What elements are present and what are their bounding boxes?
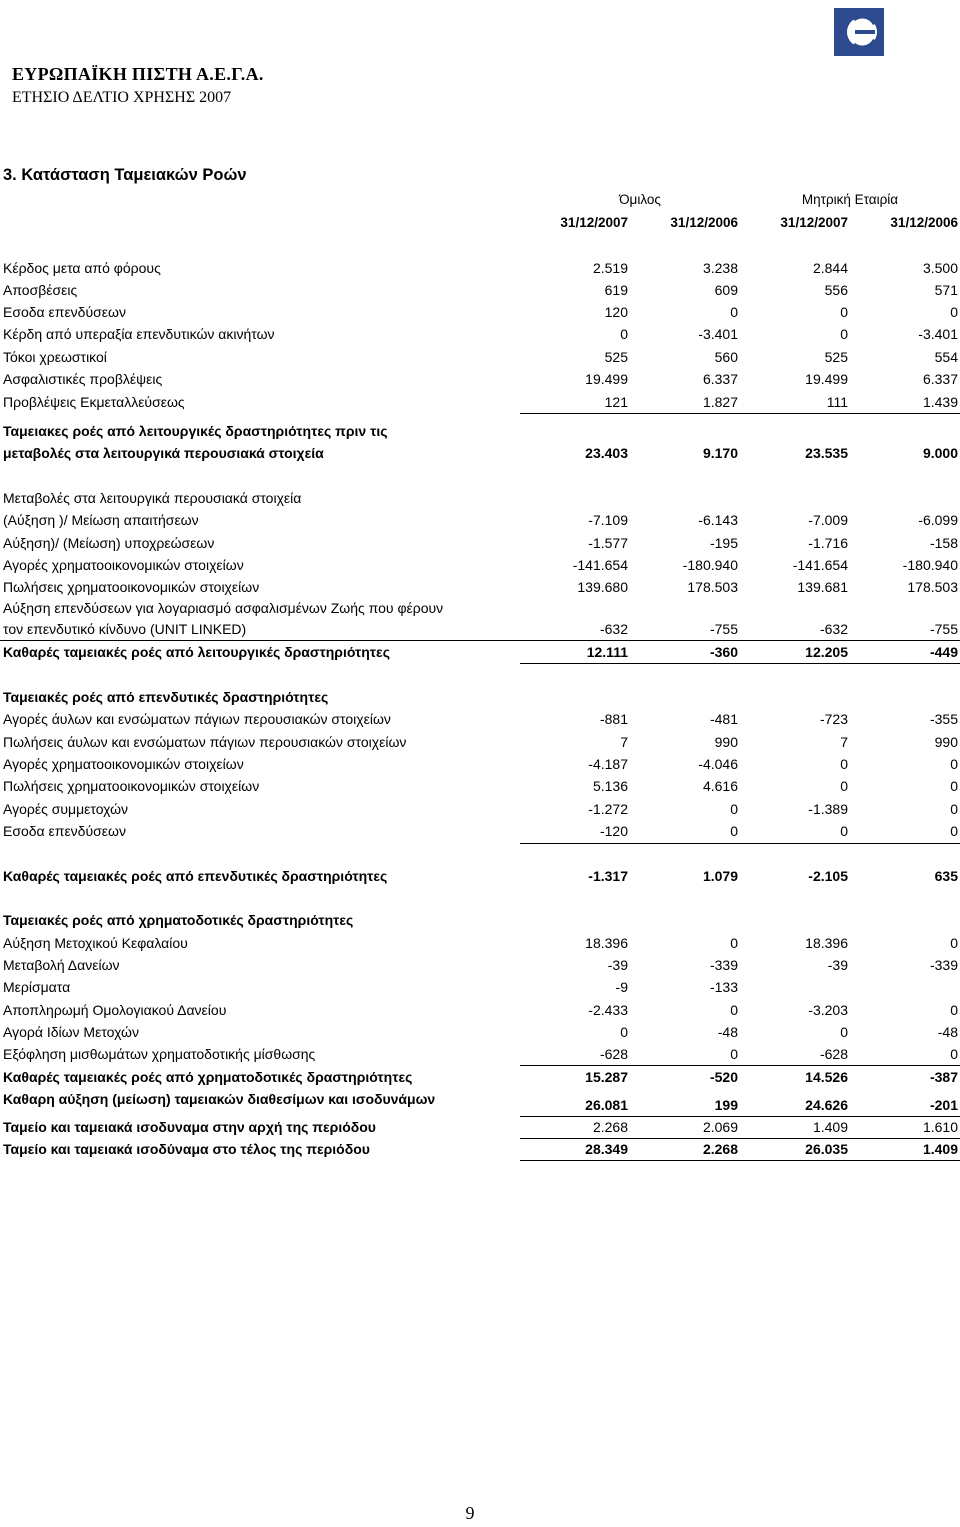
cell-value: 12.205 bbox=[805, 644, 848, 660]
cell-value: 18.396 bbox=[585, 935, 628, 951]
cell-value: 0 bbox=[950, 1046, 958, 1062]
cell-value: -6.143 bbox=[698, 512, 738, 528]
cell-value: -195 bbox=[709, 535, 738, 551]
table-row bbox=[0, 709, 960, 731]
row-label: Πωλήσεις χρηματοοικονομικών στοιχείων bbox=[3, 778, 260, 794]
cell-value: 24.626 bbox=[805, 1097, 848, 1113]
cell-value: 2.268 bbox=[592, 1119, 628, 1135]
cell-value: -1.577 bbox=[588, 535, 628, 551]
cell-value: 0 bbox=[950, 304, 958, 320]
table-row bbox=[0, 392, 960, 414]
cell-value: -628 bbox=[599, 1046, 628, 1062]
cell-value: 139.681 bbox=[797, 579, 848, 595]
cell-value: 0 bbox=[840, 326, 848, 342]
cell-value: 609 bbox=[714, 282, 738, 298]
cell-value: 0 bbox=[840, 1024, 848, 1040]
row-label: Κέρδος μετα από φόρους bbox=[3, 260, 161, 276]
table-row bbox=[0, 799, 960, 821]
cell-value: 0 bbox=[730, 823, 738, 839]
cell-value: 6.337 bbox=[702, 371, 738, 387]
row-label: Καθαρές ταμειακές ροές από χρηματοδοτικές δραστηριότητες bbox=[3, 1069, 413, 1085]
cell-value: -755 bbox=[709, 621, 738, 637]
cell-value: 0 bbox=[840, 756, 848, 772]
row-label: Αύξηση επενδύσεων για λογαριασμό ασφαλισμένων Ζωής που φέρουν bbox=[3, 600, 444, 616]
table-row bbox=[0, 619, 960, 641]
cell-value: 0 bbox=[950, 823, 958, 839]
cell-value: -360 bbox=[709, 644, 738, 660]
table-row bbox=[0, 280, 960, 302]
cell-value: 0 bbox=[840, 778, 848, 794]
section-heading bbox=[0, 910, 960, 932]
cell-value: 139.680 bbox=[577, 579, 628, 595]
cell-value: 0 bbox=[730, 935, 738, 951]
row-label: Πωλήσεις χρηματοοικονομικών στοιχείων bbox=[3, 579, 260, 595]
table-row bbox=[0, 754, 960, 776]
cell-value: -48 bbox=[717, 1024, 738, 1040]
cell-value: 121 bbox=[604, 394, 628, 410]
cell-value: 2.268 bbox=[702, 1141, 738, 1157]
subtotal-rule bbox=[0, 640, 960, 641]
cell-value: -141.654 bbox=[792, 557, 848, 573]
row-label: τον επενδυτικό κίνδυνο (UNIT LINKED) bbox=[3, 621, 247, 637]
cell-value: -355 bbox=[929, 711, 958, 727]
cell-value: 2.844 bbox=[812, 260, 848, 276]
cell-value: -1.317 bbox=[588, 868, 628, 884]
section-title: 3. Κατάσταση Ταμειακών Ροών bbox=[3, 166, 247, 184]
cell-value: 7 bbox=[620, 734, 628, 750]
cell-value: -2.105 bbox=[808, 868, 848, 884]
cell-value: 0 bbox=[840, 304, 848, 320]
row-label: Αύξηση)/ (Μείωση) υποχρεώσεων bbox=[3, 535, 215, 551]
cell-value: -339 bbox=[929, 957, 958, 973]
cell-value: 0 bbox=[950, 1002, 958, 1018]
cell-value: 0 bbox=[620, 326, 628, 342]
table-row bbox=[0, 776, 960, 798]
cell-value: -449 bbox=[929, 644, 958, 660]
cell-value: -3.401 bbox=[918, 326, 958, 342]
cell-value: 3.500 bbox=[922, 260, 958, 276]
cell-value: -520 bbox=[709, 1069, 738, 1085]
table-row bbox=[0, 1067, 960, 1089]
cell-value: 635 bbox=[934, 868, 958, 884]
table-row bbox=[0, 598, 960, 620]
cell-value: -339 bbox=[709, 957, 738, 973]
row-label: Τόκοι χρεωστικοί bbox=[3, 349, 107, 365]
row-label: Αγορές χρηματοοικονομικών στοιχείων bbox=[3, 756, 244, 772]
cell-value: 990 bbox=[714, 734, 738, 750]
cell-value: -7.009 bbox=[808, 512, 848, 528]
cell-value: 199 bbox=[714, 1097, 738, 1113]
table-row bbox=[0, 732, 960, 754]
group-header-omilos: Όμιλος bbox=[619, 192, 661, 207]
subtotal-rule bbox=[520, 1065, 960, 1066]
row-label: Αγορές συμμετοχών bbox=[3, 801, 129, 817]
table-row bbox=[0, 1022, 960, 1044]
cell-value: 1.079 bbox=[702, 868, 738, 884]
cell-value: -39 bbox=[827, 957, 848, 973]
row-label: Εξόφληση μισθωμάτων χρηματοδοτικής μίσθωσης bbox=[3, 1046, 316, 1062]
cell-value: -9 bbox=[615, 979, 628, 995]
cell-value: 1.827 bbox=[702, 394, 738, 410]
cell-value: 23.535 bbox=[805, 445, 848, 461]
cell-value: 1.439 bbox=[922, 394, 958, 410]
row-label: Ταμειακες ροές από λειτουργικές δραστηριότητες πριν τις bbox=[3, 423, 388, 439]
cell-value: -158 bbox=[929, 535, 958, 551]
table-row bbox=[0, 642, 960, 664]
cell-value: 19.499 bbox=[585, 371, 628, 387]
cell-value: 3.238 bbox=[702, 260, 738, 276]
row-label: Εσοδα επενδύσεων bbox=[3, 823, 126, 839]
table-row bbox=[0, 421, 960, 443]
cell-value: 5.136 bbox=[592, 778, 628, 794]
row-label: Μερίσματα bbox=[3, 979, 71, 995]
cell-value: 26.081 bbox=[585, 1097, 628, 1113]
cell-value: 571 bbox=[934, 282, 958, 298]
row-label: Καθαρη αύξηση (μείωση) ταμειακών διαθεσίμων και ισοδυνάμων bbox=[3, 1091, 436, 1107]
table-row bbox=[0, 510, 960, 532]
cell-value: 6.337 bbox=[922, 371, 958, 387]
cell-value: -1.716 bbox=[808, 535, 848, 551]
row-label: Πωλήσεις άυλων και ενσώματων πάγιων περουσιακών στοιχείων bbox=[3, 734, 407, 750]
row-label: Μεταβολή Δανείων bbox=[3, 957, 120, 973]
cell-value: 9.170 bbox=[702, 445, 738, 461]
subtotal-rule bbox=[520, 843, 960, 844]
cell-value: -7.109 bbox=[588, 512, 628, 528]
cell-value: 525 bbox=[604, 349, 628, 365]
cell-value: -3.203 bbox=[808, 1002, 848, 1018]
row-label: μεταβολές στα λειτουργικά περουσιακά στοιχεία bbox=[3, 445, 324, 461]
table-row bbox=[0, 258, 960, 280]
cell-value: 1.610 bbox=[922, 1119, 958, 1135]
date-header: 31/12/2007 bbox=[560, 215, 628, 230]
table-row bbox=[0, 1095, 960, 1117]
cell-value: 0 bbox=[950, 756, 958, 772]
cell-value: 15.287 bbox=[585, 1069, 628, 1085]
cell-value: 14.526 bbox=[805, 1069, 848, 1085]
cell-value: 0 bbox=[950, 801, 958, 817]
section-heading bbox=[0, 488, 960, 510]
row-label: (Αύξηση )/ Μείωση απαιτήσεων bbox=[3, 512, 199, 528]
cell-value: -39 bbox=[607, 957, 628, 973]
section-heading bbox=[0, 687, 960, 709]
row-label: Αγορές χρηματοοικονομικών στοιχείων bbox=[3, 557, 244, 573]
cell-value: -4.046 bbox=[698, 756, 738, 772]
table-row bbox=[0, 555, 960, 577]
cell-value: 525 bbox=[824, 349, 848, 365]
subtotal-rule bbox=[520, 413, 960, 414]
cell-value: 9.000 bbox=[922, 445, 958, 461]
cell-value: -48 bbox=[937, 1024, 958, 1040]
date-header: 31/12/2006 bbox=[890, 215, 958, 230]
cell-value: -133 bbox=[709, 979, 738, 995]
cell-value: 0 bbox=[730, 801, 738, 817]
ergo-e-logo-icon bbox=[834, 8, 884, 56]
cell-value: 26.035 bbox=[805, 1141, 848, 1157]
row-label: Προβλέψεις Εκμεταλλεύσεως bbox=[3, 394, 185, 410]
cell-value: 2.519 bbox=[592, 260, 628, 276]
row-label: Αγορές άυλων και ενσώματων πάγιων περουσιακών στοιχείων bbox=[3, 711, 391, 727]
cell-value: 990 bbox=[934, 734, 958, 750]
cell-value: 178.503 bbox=[907, 579, 958, 595]
table-row bbox=[0, 977, 960, 999]
row-label: Αύξηση Μετοχικού Κεφαλαίου bbox=[3, 935, 188, 951]
row-label: Αποσβέσεις bbox=[3, 282, 78, 298]
cell-value: 28.349 bbox=[585, 1141, 628, 1157]
row-label: Ταμείο και ταμειακά ισοδυναμα στην αρχή της περιόδου bbox=[3, 1119, 376, 1135]
row-label: Ταμειακές ροές από χρηματοδοτικές δραστηριότητες bbox=[3, 912, 354, 928]
cell-value: -6.099 bbox=[918, 512, 958, 528]
row-label: Αποπληρωμή Ομολογιακού Δανείου bbox=[3, 1002, 227, 1018]
cell-value: -3.401 bbox=[698, 326, 738, 342]
table-row bbox=[0, 1044, 960, 1066]
cell-value: -180.940 bbox=[682, 557, 738, 573]
table-row bbox=[0, 302, 960, 324]
cell-value: -632 bbox=[819, 621, 848, 637]
cell-value: 0 bbox=[730, 304, 738, 320]
row-label: Ταμείο και ταμειακά ισοδύναμα στο τέλος της περιόδου bbox=[3, 1141, 370, 1157]
table-row bbox=[0, 577, 960, 599]
company-name: ΕΥΡΩΠΑΪΚΗ ΠΙΣΤΗ Α.Ε.Γ.Α. bbox=[12, 64, 264, 84]
cell-value: -632 bbox=[599, 621, 628, 637]
cell-value: -141.654 bbox=[572, 557, 628, 573]
cell-value: 0 bbox=[950, 778, 958, 794]
cell-value: -120 bbox=[599, 823, 628, 839]
cell-value: 7 bbox=[840, 734, 848, 750]
table-row bbox=[0, 866, 960, 888]
cell-value: 178.503 bbox=[687, 579, 738, 595]
cell-value: 560 bbox=[714, 349, 738, 365]
cell-value: -180.940 bbox=[902, 557, 958, 573]
page-number: 9 bbox=[465, 1503, 475, 1523]
row-label: Ταμειακές ροές από επενδυτικές δραστηριότητες bbox=[3, 689, 329, 705]
cell-value: 111 bbox=[826, 394, 848, 410]
cell-value: -723 bbox=[819, 711, 848, 727]
cell-value: -755 bbox=[929, 621, 958, 637]
cell-value: -2.433 bbox=[588, 1002, 628, 1018]
table-row bbox=[0, 933, 960, 955]
report-subtitle: ΕΤΗΣΙΟ ΔΕΛΤΙΟ ΧΡΗΣΗΣ 2007 bbox=[12, 89, 232, 106]
row-label: Καθαρές ταμειακές ροές από επενδυτικές δραστηριότητες bbox=[3, 868, 388, 884]
cell-value: 1.409 bbox=[922, 1141, 958, 1157]
cell-value: 0 bbox=[950, 935, 958, 951]
row-label: Κέρδη από υπεραξία επενδυτικών ακινήτων bbox=[3, 326, 275, 342]
table-row bbox=[0, 955, 960, 977]
cell-value: -1.389 bbox=[808, 801, 848, 817]
cell-value: 0 bbox=[730, 1046, 738, 1062]
cell-value: -201 bbox=[929, 1097, 958, 1113]
cell-value: 4.616 bbox=[702, 778, 738, 794]
cell-value: 19.499 bbox=[805, 371, 848, 387]
cell-value: 556 bbox=[824, 282, 848, 298]
cell-value: 18.396 bbox=[805, 935, 848, 951]
table-row bbox=[0, 1117, 960, 1139]
cell-value: 0 bbox=[620, 1024, 628, 1040]
cell-value: -4.187 bbox=[588, 756, 628, 772]
total-rule bbox=[520, 663, 960, 664]
row-label: Αγορά Ιδίων Μετοχών bbox=[3, 1024, 139, 1040]
cell-value: 619 bbox=[604, 282, 628, 298]
group-header-mitriki: Μητρική Εταιρία bbox=[801, 192, 899, 207]
table-row bbox=[0, 533, 960, 555]
table-row bbox=[0, 1000, 960, 1022]
cell-value: 0 bbox=[840, 823, 848, 839]
table-row bbox=[0, 1139, 960, 1161]
table-row bbox=[0, 443, 960, 465]
total-rule bbox=[520, 1160, 960, 1161]
date-header: 31/12/2007 bbox=[780, 215, 848, 230]
cell-value: 0 bbox=[730, 1002, 738, 1018]
cell-value: 1.409 bbox=[812, 1119, 848, 1135]
table-row bbox=[0, 369, 960, 391]
table-row bbox=[0, 324, 960, 346]
cell-value: -481 bbox=[709, 711, 738, 727]
row-label: Μεταβολές στα λειτουργικά περουσιακά στοιχεία bbox=[3, 490, 302, 506]
cell-value: 120 bbox=[604, 304, 628, 320]
cell-value: 2.069 bbox=[702, 1119, 738, 1135]
cell-value: 12.111 bbox=[586, 644, 628, 660]
cell-value: -387 bbox=[929, 1069, 958, 1085]
date-header: 31/12/2006 bbox=[670, 215, 738, 230]
cell-value: -1.272 bbox=[588, 801, 628, 817]
cell-value: 23.403 bbox=[585, 445, 628, 461]
row-label: Καθαρές ταμειακές ροές από λειτουργικές δραστηριότητες bbox=[3, 644, 390, 660]
row-label: Ασφαλιστικές προβλέψεις bbox=[3, 371, 163, 387]
table-row bbox=[0, 821, 960, 843]
table-row bbox=[0, 347, 960, 369]
cell-value: -881 bbox=[599, 711, 628, 727]
cell-value: 554 bbox=[934, 349, 958, 365]
row-label: Εσοδα επενδύσεων bbox=[3, 304, 126, 320]
cell-value: -628 bbox=[819, 1046, 848, 1062]
